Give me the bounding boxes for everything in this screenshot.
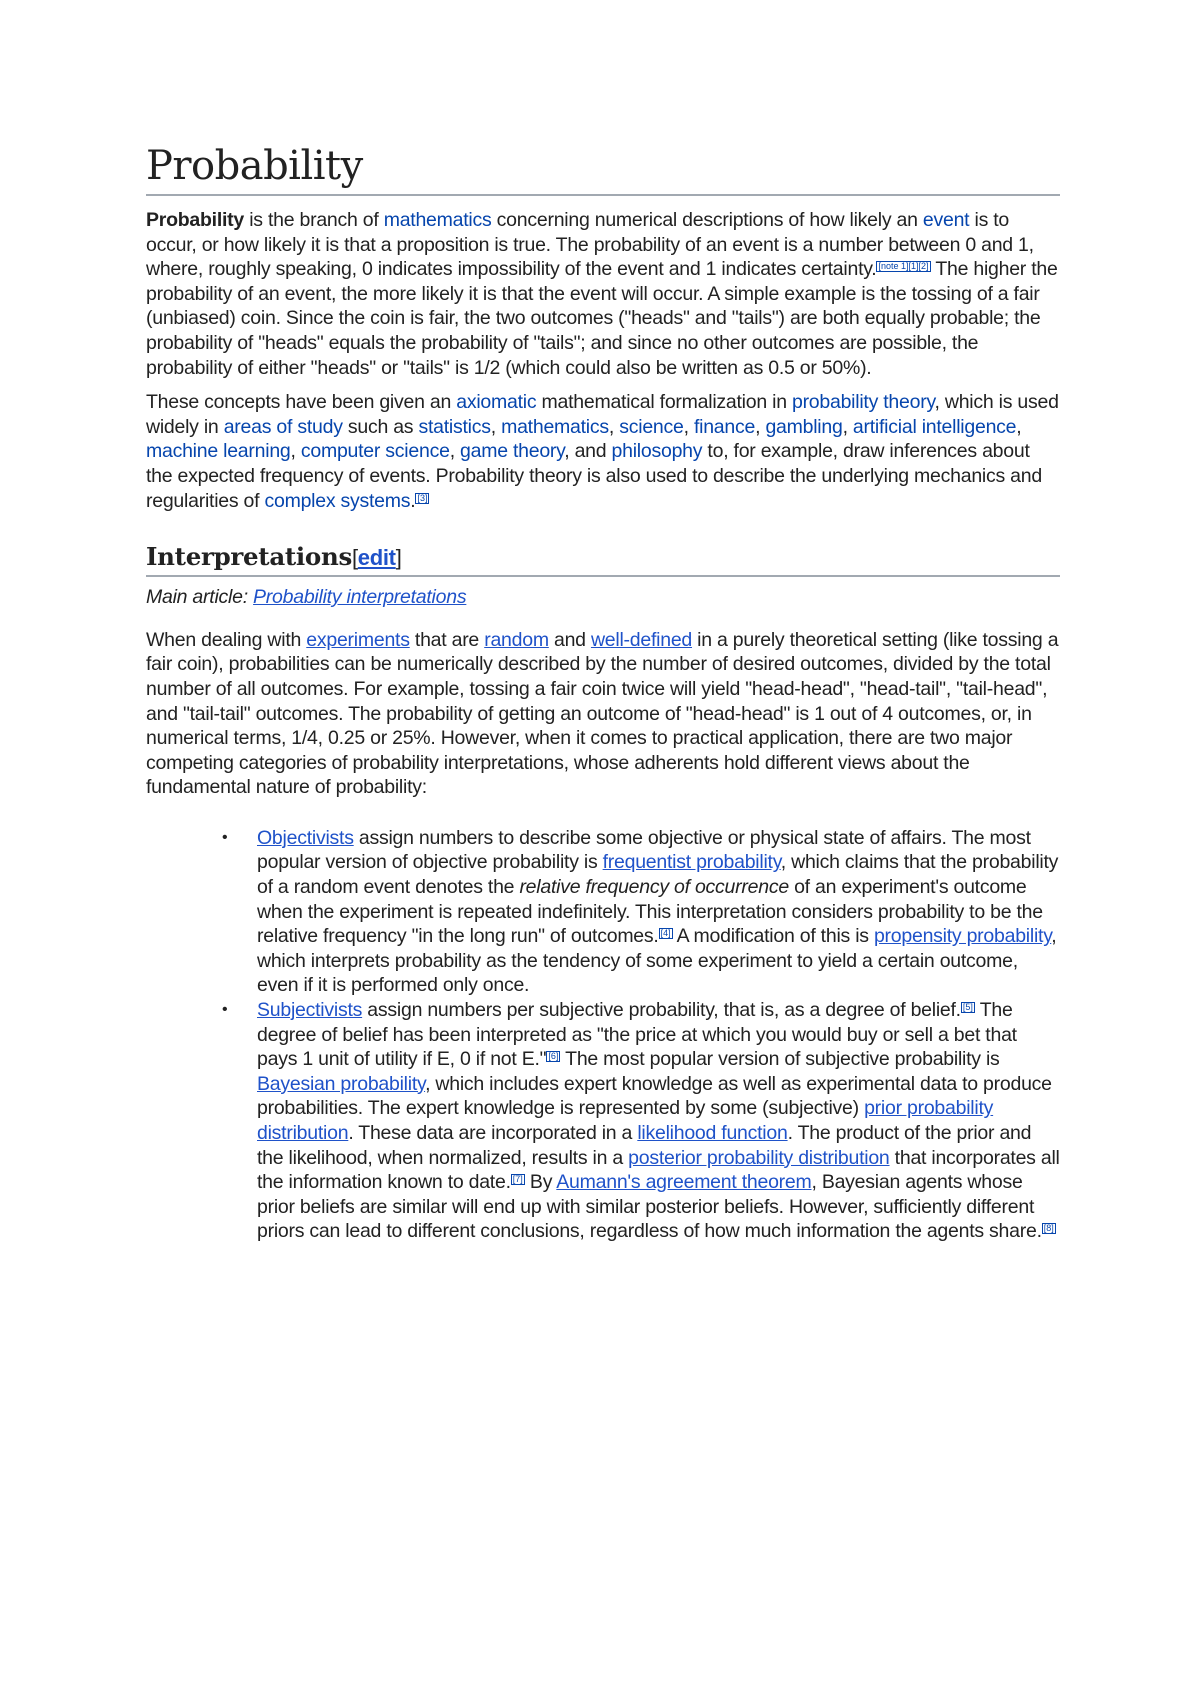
edit-bracket-open: [ — [351, 545, 358, 571]
link-mathematics-2[interactable]: mathematics — [501, 415, 609, 438]
link-finance[interactable]: finance — [693, 415, 756, 438]
page-title: Probability — [146, 140, 1060, 196]
text-run: and — [548, 628, 591, 651]
reference-5[interactable] — [961, 1002, 975, 1012]
link-objectivists[interactable]: Objectivists — [257, 826, 354, 849]
edit-section-link[interactable]: edit — [357, 545, 396, 571]
link-complex-systems[interactable]: complex systems — [264, 489, 411, 512]
text-run: is the branch of — [244, 209, 384, 231]
edit-bracket-close: ] — [395, 545, 402, 571]
text-run: assign numbers to describe some objective or physical state of affairs. The most popular version of objective probability is — [257, 826, 1031, 874]
text-run: , Bayesian agents whose prior beliefs are similar will end up with similar posterior beliefs. However, sufficiently different priors can lead to different conclusions, regardless of how much information the agents share. — [257, 1171, 1042, 1243]
article-body — [146, 140, 1060, 1244]
reference-8[interactable] — [1042, 1223, 1056, 1233]
text-run: . The product of the prior and the likelihood, when normalized, results in a — [257, 1122, 1032, 1169]
link-well-defined[interactable]: well-defined — [590, 628, 693, 651]
text-run: The degree of belief has been interpreted as "the price at which you would buy or sell a bet that pays 1 unit of utility if E, 0 if not E." — [257, 999, 1017, 1071]
link-computer-science[interactable]: computer science — [300, 440, 450, 463]
link-areas-of-study[interactable]: areas of study — [223, 415, 343, 438]
link-probability-interpretations[interactable]: Probability interpretations — [253, 586, 467, 609]
text-run: in a purely theoretical setting (like tossing a fair coin), probabilities can be numerically described by the number of desired outcomes, divided by the total number of all outcomes. For example, tossing a fair coin twice will yield "head-head", "head-tail", "tail-head", and "tail-tail" outcomes. The probability of getting an outcome of "head-head" is 1 out of 4 outcomes, or, in numerical terms, 1/4, 0.25 or 25%. However, when it comes to practical application, there are two major competing categories of probability interpretations, whose adherents hold different views about the fundamental nature of probability: — [146, 628, 1059, 799]
emphasis-text: relative frequency of occurrence — [519, 876, 789, 899]
link-bayesian-probability[interactable]: Bayesian probability — [257, 1072, 426, 1095]
bullet-icon: • — [222, 1001, 228, 1019]
text-run: that incorporates all the information known to date. — [257, 1146, 1060, 1194]
edit-section — [352, 545, 402, 570]
link-philosophy[interactable]: philosophy — [611, 440, 703, 463]
section-heading-text: Interpretations — [146, 542, 352, 572]
reference-3[interactable] — [415, 493, 429, 503]
text-run: , which claims that the probability of a random event denotes the — [257, 851, 1059, 899]
reference-4[interactable] — [659, 928, 673, 938]
text-run: assign numbers per subjective probability, that is, as a degree of belief. — [362, 999, 961, 1022]
link-posterior-probability-distribution[interactable]: posterior probability distribution — [628, 1146, 890, 1169]
text-run: mathematical formalization in — [536, 391, 792, 414]
section-heading-interpretations — [146, 541, 1060, 577]
link-artificial-intelligence[interactable]: artificial intelligence — [852, 415, 1017, 438]
link-machine-learning[interactable]: machine learning — [146, 440, 291, 463]
text-run: of an experiment's outcome when the experiment is repeated indefinitely. This interpretation considers probability to be the relative frequency "in the long run" of outcomes. — [257, 876, 1043, 948]
link-subjectivists[interactable]: Subjectivists — [257, 999, 363, 1022]
reference-label[interactable]: [note 1][1][2] — [878, 261, 929, 272]
text-run: is to occur, or how likely it is that a proposition is true. The probability of an event is a number between 0 and 1, where, roughly speaking, 0 indicates impossibility of the event and 1 indicates certainty. — [146, 209, 1034, 281]
reference-6[interactable] — [546, 1051, 560, 1061]
link-statistics[interactable]: statistics — [418, 415, 491, 438]
text-run: When dealing with — [146, 628, 307, 651]
link-gambling[interactable]: gambling — [765, 415, 843, 438]
link-science[interactable]: science — [619, 415, 684, 438]
link-event[interactable]: event — [922, 209, 970, 231]
reference-label[interactable]: [7] — [512, 1174, 523, 1185]
list-item-subjectivists — [222, 998, 1060, 1244]
text-run: concerning numerical descriptions of how likely an — [491, 209, 923, 231]
link-mathematics[interactable]: mathematics — [383, 209, 492, 231]
link-experiments[interactable]: experiments — [306, 628, 410, 651]
text-run: The most popular version of subjective probability is — [560, 1048, 1000, 1071]
reference-note-1-1-2[interactable] — [876, 261, 930, 271]
interpretations-paragraph — [146, 628, 1060, 800]
link-prior-probability-distribution[interactable]: prior probability distribution — [257, 1097, 994, 1144]
link-game-theory[interactable]: game theory — [460, 440, 565, 463]
text-run: The higher the probability of an event, the more likely it is that the event will occur. A simple example is the tossing of a fair (unbiased) coin. Since the coin is fair, the two outcomes ("heads" and "tails") are both equally probable; the probability of "heads" equals the probability of "tails"; and since no other outcomes are possible, the probability of either "heads" or "tails" is 1/2 (which could also be written as 0.5 or 50%). — [146, 258, 1058, 379]
text-run: A modification of this is — [672, 925, 874, 948]
text-run: . — [410, 489, 416, 512]
interpretations-list — [146, 826, 1060, 1244]
list-item-objectivists — [222, 826, 1060, 998]
text-run: to, for example, draw inferences about the expected frequency of events. Probability theory is also used to describe the underlying mechanics and regularities of — [146, 440, 1042, 512]
concepts-paragraph: These concepts have been given an axiomatic mathematical formalization in probability theory, which is used widely in areas of study such as statistics, mathematics, science, finance, gambling, artificial intelligence, machine learning, computer science, game theory, and philosophy to, for example, draw inferences about the expected frequency of events. Probability theory is also used to describe the underlying mechanics and regularities of complex systems. [3] — [146, 391, 1059, 512]
link-probability-theory[interactable]: probability theory — [791, 391, 935, 414]
hatnote-prefix: Main article: — [146, 586, 254, 609]
lead-paragraph — [146, 208, 1060, 380]
bullet-icon: • — [222, 828, 228, 846]
link-likelihood-function[interactable]: likelihood function — [637, 1122, 788, 1144]
text-run: , which includes expert knowledge as well as experimental data to produce probabilities. The expert knowledge is represented by some (subjective) — [257, 1072, 1052, 1120]
hatnote — [146, 585, 1060, 610]
text-run: such as — [342, 415, 419, 438]
link-random[interactable]: random — [484, 628, 549, 651]
text-run: , and — [564, 440, 612, 463]
text-run: , which is used widely in — [146, 391, 1059, 438]
text-run: These concepts have been given an — [146, 391, 457, 414]
reference-label[interactable]: [3] — [417, 492, 428, 503]
reference-7[interactable] — [511, 1174, 525, 1184]
reference-label[interactable]: [6] — [548, 1051, 559, 1062]
link-aumanns-agreement-theorem[interactable]: Aumann's agreement theorem — [556, 1171, 812, 1194]
reference-label[interactable]: [8] — [1043, 1223, 1054, 1234]
reference-label[interactable]: [4] — [660, 928, 671, 939]
text-run: . These data are incorporated in a — [348, 1122, 638, 1144]
text-run: that are — [409, 628, 485, 651]
reference-label[interactable]: [5] — [962, 1002, 973, 1013]
lead-bold-term: Probability — [146, 209, 245, 231]
text-run: , which interprets probability as the tendency of some experiment to yield a certain outcome, even if it is performed only once. — [257, 925, 1057, 997]
link-axiomatic[interactable]: axiomatic — [456, 391, 537, 414]
link-frequentist-probability[interactable]: frequentist probability — [602, 851, 781, 874]
link-propensity-probability[interactable]: propensity probability — [873, 925, 1052, 948]
text-run: By — [524, 1171, 557, 1194]
